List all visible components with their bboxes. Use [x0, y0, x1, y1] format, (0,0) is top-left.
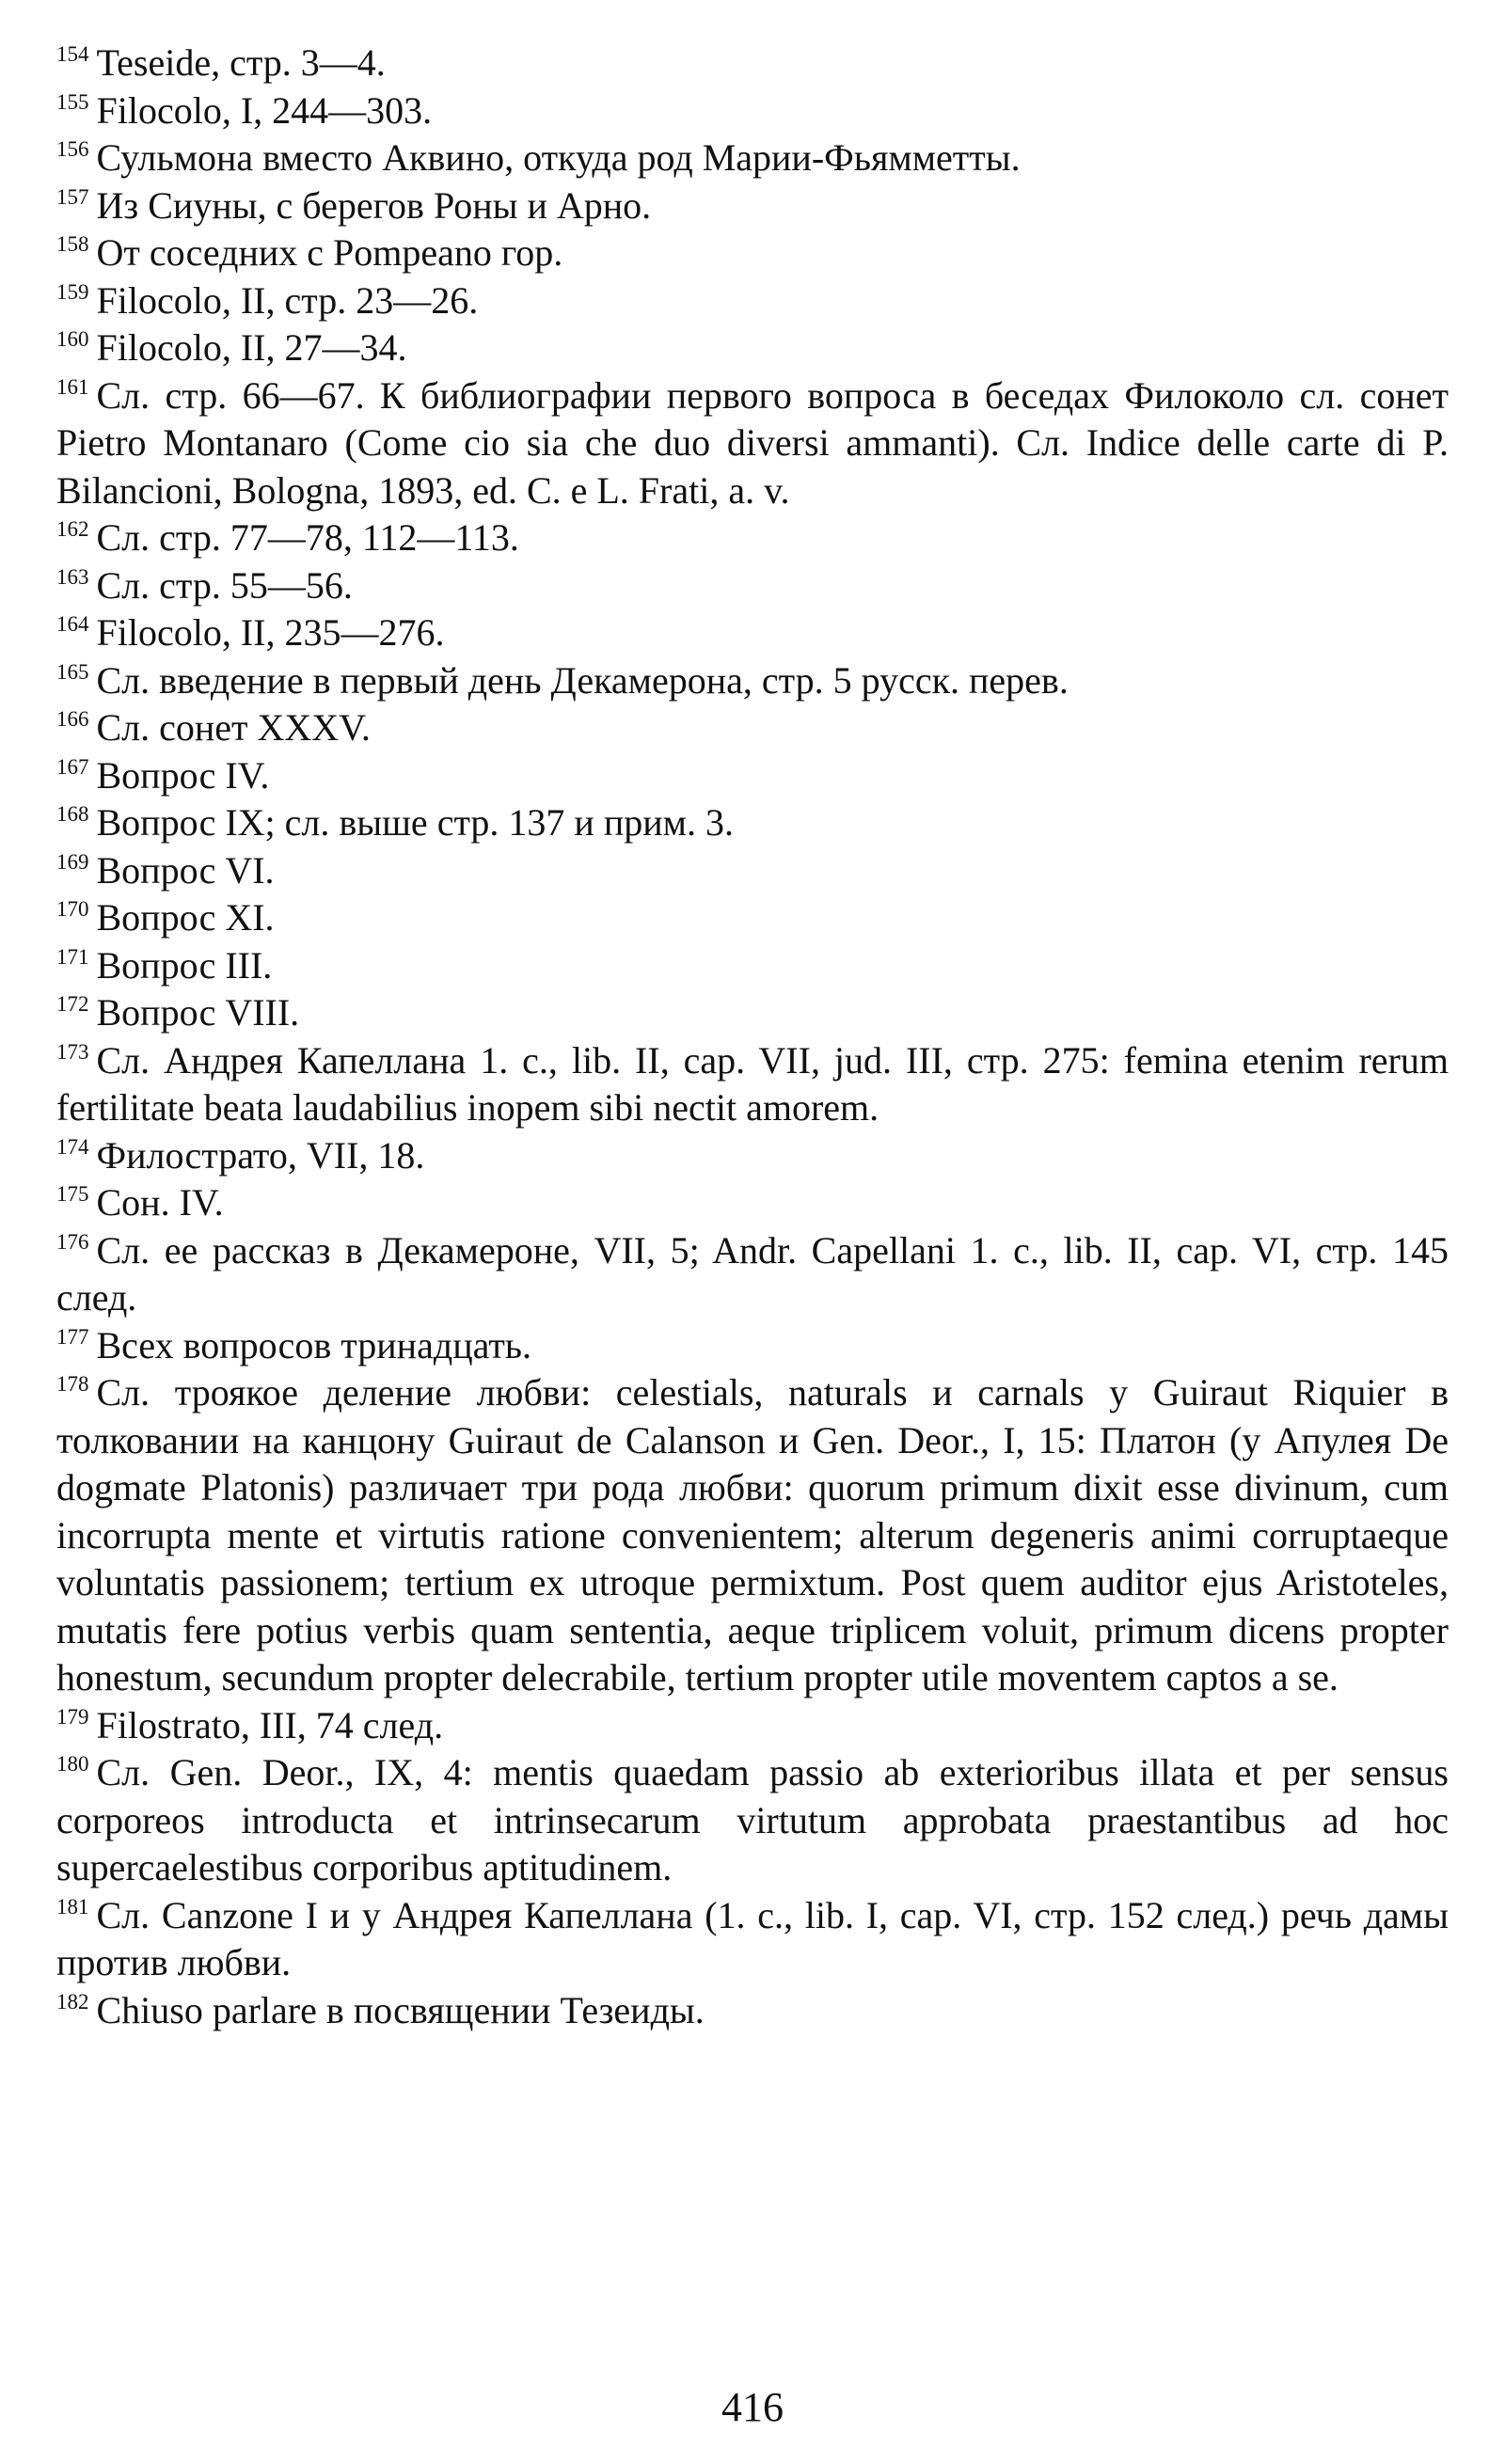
footnote-157 [56, 182, 1449, 230]
footnote-number: 161 [56, 374, 89, 399]
footnote-number: 156 [56, 137, 89, 161]
footnote-181 [56, 1892, 1449, 1987]
footnote-text: От соседних с Pompeano гор. [96, 231, 563, 274]
footnote-number: 177 [56, 1324, 89, 1349]
footnote-text: Сл. Canzone I и у Андрея Капеллана (1. c., lib. I, cap. VI, стр. 152 след.) речь дамы против любви. [56, 1893, 1449, 1983]
footnote-160 [56, 324, 1449, 372]
footnote-176 [56, 1227, 1449, 1322]
footnote-182 [56, 1987, 1449, 2035]
footnote-number: 174 [56, 1134, 89, 1159]
footnote-number: 163 [56, 564, 89, 589]
footnote-number: 159 [56, 279, 89, 304]
footnote-number: 165 [56, 659, 89, 684]
footnote-170 [56, 894, 1449, 942]
footnote-167 [56, 752, 1449, 800]
footnote-text: Сульмона вместо Аквино, откуда род Марии-Фьямметты. [96, 136, 1021, 179]
footnote-text: Сл. ее рассказ в Декамероне, VII, 5; Andr. Capellani 1. c., lib. II, cap. VI, стр. 145 след. [56, 1228, 1449, 1319]
footnote-number: 173 [56, 1039, 89, 1064]
footnote-172 [56, 989, 1449, 1037]
footnote-175 [56, 1179, 1449, 1227]
footnote-text: Filocolo, I, 244—303. [96, 88, 433, 132]
footnote-text: Вопрос VIII. [96, 991, 300, 1034]
footnote-number: 171 [56, 944, 89, 969]
footnote-178 [56, 1369, 1449, 1702]
footnote-number: 180 [56, 1752, 89, 1776]
footnote-text: Филострато, VII, 18. [96, 1133, 425, 1177]
footnote-number: 172 [56, 992, 89, 1016]
footnote-text: Chiuso parlare в посвящении Тезеиды. [96, 1988, 705, 2031]
footnote-text: Вопрос VI. [96, 848, 275, 892]
page-number: 416 [721, 2384, 784, 2430]
footnote-162 [56, 514, 1449, 562]
footnote-text: Вопрос XI. [96, 896, 275, 939]
footnote-177 [56, 1322, 1449, 1370]
footnote-174 [56, 1132, 1449, 1180]
footnote-158 [56, 229, 1449, 277]
footnote-text: Сл. троякое деление любви: celestials, naturals и carnals у Guiraut Riquier в толковании на канцону Guiraut de Calanson и Gen. Deor., I, 15: Платон (у Апулея De dogmate Platonis) различает три рода любви: quorum primum dixit esse divinum, cum incorrupta mente et virtutis ratione convenientem; alterum degeneris animi corruptaeque voluntatis passionem; tertium ex utroque permixtum. Post quem auditor ejus Aristoteles, mutatis fere potius verbis quam sententia, aeque triplicem voluit, primum dicens propter honestum, secundum propter delecrabile, tertium propter utile moventem captos a se. [56, 1371, 1449, 1698]
footnote-number: 157 [56, 184, 89, 209]
footnote-164 [56, 609, 1449, 657]
footnote-number: 181 [56, 1894, 89, 1919]
footnotes-list [56, 39, 1449, 2034]
footnote-168 [56, 799, 1449, 847]
footnote-number: 164 [56, 612, 89, 636]
footnote-text: Сл. введение в первый день Декамерона, стр. 5 русск. перев. [96, 658, 1069, 702]
footnote-text: Filocolo, II, 27—34. [96, 326, 407, 369]
footnote-180 [56, 1749, 1449, 1892]
footnote-number: 167 [56, 754, 89, 779]
footnote-161 [56, 372, 1449, 515]
footnote-text: Сл. стр. 77—78, 112—113. [96, 516, 519, 559]
footnote-number: 169 [56, 849, 89, 874]
footnote-163 [56, 562, 1449, 610]
footnote-text: Сл. сонет XXXV. [96, 706, 371, 749]
footnote-number: 154 [56, 42, 89, 66]
footnote-text: Teseide, стр. 3—4. [96, 41, 386, 84]
footnote-text: Сл. стр. 66—67. К библиографии первого вопроса в беседах Филоколо сл. сонет Pietro Montanaro (Come cio sia che duo diversi ammanti). Сл. Indice delle carte di P. Bilancioni, Bologna, 1893, ed. C. e L. Frati, a. v. [56, 373, 1449, 512]
footnote-166 [56, 704, 1449, 752]
footnote-text: Вопрос III. [96, 943, 273, 987]
footnote-number: 166 [56, 707, 89, 731]
footnote-number: 182 [56, 1989, 89, 2014]
footnote-number: 162 [56, 517, 89, 541]
footnote-number: 176 [56, 1229, 89, 1254]
footnote-text: Из Сиуны, с берегов Роны и Арно. [96, 183, 652, 227]
footnote-text: Вопрос IX; сл. выше стр. 137 и прим. 3. [96, 801, 734, 844]
footnote-165 [56, 657, 1449, 705]
footnote-154 [56, 39, 1449, 87]
footnote-text: Сл. стр. 55—56. [96, 563, 353, 607]
footnote-number: 155 [56, 89, 89, 114]
footnote-text: Сл. Андрея Капеллана 1. c., lib. II, cap. VII, jud. III, стр. 275: femina etenim rerum fertilitate beata laudabilius inopem sibi nectit amorem. [56, 1038, 1449, 1129]
footnote-text: Вопрос IV. [96, 753, 270, 797]
footnote-text: Сон. IV. [96, 1181, 224, 1224]
footnote-179 [56, 1702, 1449, 1750]
footnote-number: 178 [56, 1372, 89, 1396]
footnote-number: 158 [56, 232, 89, 256]
footnote-number: 168 [56, 802, 89, 826]
footnote-169 [56, 847, 1449, 895]
footnote-text: Всех вопросов тринадцать. [96, 1323, 532, 1366]
footnote-155 [56, 87, 1449, 135]
footnote-number: 170 [56, 897, 89, 921]
footnote-text: Filostrato, III, 74 след. [96, 1703, 444, 1746]
footnote-159 [56, 277, 1449, 325]
footnote-text: Filocolo, II, стр. 23—26. [96, 278, 479, 322]
footnote-171 [56, 942, 1449, 990]
footnote-156 [56, 134, 1449, 182]
footnote-173 [56, 1037, 1449, 1132]
footnote-text: Filocolo, II, 235—276. [96, 611, 445, 654]
footnote-number: 160 [56, 327, 89, 351]
footnote-text: Сл. Gen. Deor., IX, 4: mentis quaedam passio ab exterioribus illata et per sensus corporeos introducta et intrinsecarum virtutum approbata praestantibus ad hoc supercaelestibus corporibus aptitudinem. [56, 1751, 1449, 1888]
footnote-number: 179 [56, 1704, 89, 1729]
footnote-number: 175 [56, 1182, 89, 1206]
